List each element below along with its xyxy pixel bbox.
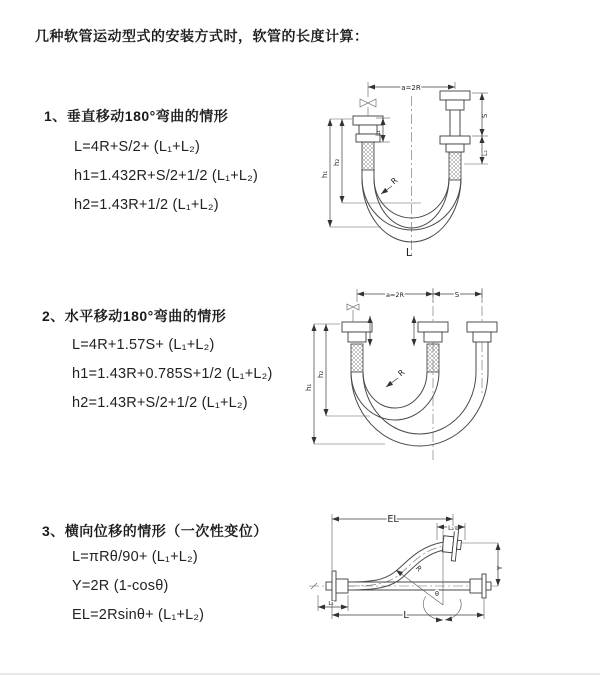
formula-line: h2=1.43R+1/2 (L₁+L₂) — [74, 197, 219, 213]
valve-icon — [360, 99, 376, 116]
radius-label: R — [413, 564, 424, 574]
formula-line: L=4R+1.57S+ (L₁+L₂) — [72, 337, 215, 353]
dim-label-h2: h₂ — [333, 158, 341, 166]
dim-label-a2r: a=2R — [401, 84, 421, 92]
braided-hose-section — [449, 152, 461, 180]
dim-label-l2: L₂ — [482, 150, 489, 156]
formula-line: Y=2R (1-cosθ) — [72, 578, 169, 594]
angle-label: θ — [435, 590, 439, 598]
dim-label-y: Y — [496, 565, 504, 571]
hose-assembly — [351, 342, 488, 446]
formula-line: L=4R+S/2+ (L₁+L₂) — [74, 139, 200, 155]
pipe-fittings — [342, 322, 497, 342]
formula-line: h1=1.432R+S/2+1/2 (L₁+L₂) — [74, 168, 259, 184]
radius-label: R — [396, 367, 407, 379]
valve-icon — [347, 304, 359, 322]
dim-label-l2: L₂ — [448, 525, 454, 532]
dimension-lines — [318, 514, 504, 621]
diagram-vertical-180-bend — [306, 66, 546, 266]
dim-label-s: S — [481, 113, 489, 118]
dim-label-l1: L₁ — [328, 601, 334, 607]
formula-line: h1=1.43R+0.785S+1/2 (L₁+L₂) — [72, 366, 273, 382]
braided-hose-section — [351, 344, 363, 372]
radius-label: R — [389, 175, 400, 187]
centerline — [433, 288, 482, 461]
formula-line: EL=2Rsinθ+ (L₁+L₂) — [72, 607, 205, 623]
section-2-heading: 2、水平移动180°弯曲的情形 — [42, 308, 227, 324]
dim-label-s: S — [454, 291, 460, 299]
page-title: 几种软管运动型式的安装方式时，软管的长度计算： — [35, 28, 369, 44]
dim-label-el: EL — [387, 514, 399, 525]
braided-hose-section — [427, 344, 439, 372]
section-3-heading: 3、横向位移的情形（一次性变位） — [42, 523, 268, 539]
dim-label-h2: h₂ — [317, 370, 325, 378]
length-label: L — [405, 246, 413, 259]
length-label: L — [403, 610, 409, 621]
dim-label-h1: h₁ — [305, 383, 313, 391]
formula-line: h2=1.43R+S/2+1/2 (L₁+L₂) — [72, 395, 248, 411]
diagram-horizontal-180-bend — [300, 276, 565, 471]
dimension-lines — [305, 289, 482, 444]
section-1-heading: 1、垂直移动180°弯曲的情形 — [44, 108, 229, 124]
dim-label-h1: h₁ — [321, 170, 329, 178]
braided-hose-section — [362, 142, 374, 170]
formula-line: L=πRθ/90+ (L₁+L₂) — [72, 549, 198, 565]
dim-label-l1: L₁ — [375, 130, 382, 136]
dim-label-a2r: a=2R — [385, 291, 405, 299]
diagram-lateral-displacement — [293, 500, 593, 650]
